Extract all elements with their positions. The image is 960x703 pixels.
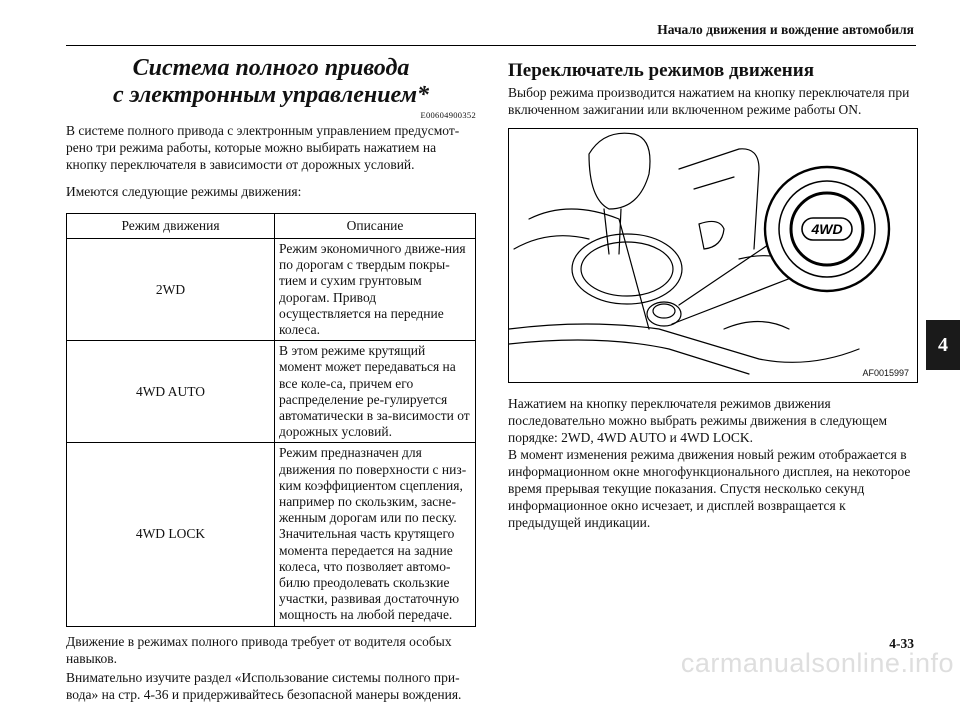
description-cell: В этом режиме крутящий момент может передаваться на все коле-са, причем его распределение ре-гулируется автоматически в за-висимости от дорожных условий. (275, 341, 476, 443)
mode-cell: 2WD (67, 239, 275, 341)
column-header-mode: Режим движения (67, 214, 275, 239)
modes-table (66, 213, 476, 627)
note-paragraph-1: Движение в режимах полного привода требует от водителя особых навыков. (66, 633, 452, 666)
body-paragraph-1: Нажатием на кнопку переключателя режимов движения последовательно можно выбрать режимы движения в следующем порядке: 2WD, 4WD AUTO и 4WD LOCK. (508, 396, 888, 445)
table-header-row (67, 214, 476, 239)
note-paragraph-2: Внимательно изучите раздел «Использование системы полного при-вода» на стр. 4-36 и придерживайтесь безопасной манеры вождения. (66, 669, 462, 702)
column-header-description: Описание (275, 214, 476, 239)
switch-intro: Выбор режима производится нажатием на кнопку переключателя при включенном зажигании или включенном режиме работы ON. (508, 85, 910, 117)
mode-cell: 4WD AUTO (67, 341, 275, 443)
table-row (67, 239, 476, 341)
right-column (508, 60, 916, 531)
button-label: 4WD (811, 221, 843, 237)
header-rule (66, 45, 916, 46)
switch-figure (508, 128, 918, 383)
page-number: 4-33 (889, 636, 914, 651)
modes-intro: Имеются следующие режимы движения: (66, 184, 302, 199)
running-head: Начало движения и вождение автомобиля (657, 22, 914, 37)
body-paragraph-2: В момент изменения режима движения новый режим отображается в информационном окне многофункционального дисплея, на некоторое время прерывая текущие показания. Спустя несколько секунд информационное окно исчезает, и дисплей возвращается к предыдущей индикации. (508, 447, 911, 530)
section-title-line2: с электронным управлением* (112, 82, 430, 108)
table-row (67, 341, 476, 443)
figure-code: AF0015997 (862, 368, 909, 378)
mode-cell: 4WD LOCK (67, 443, 275, 626)
switch-heading: Переключатель режимов движения (508, 60, 814, 81)
description-cell: Режим предназначен для движения по поверхности с низ-ким коэффициентом сцепления, например по скользким, засне-женным дорогам или по песку. Значительная часть крутящего момента передается на задние колеса, что позволяет автомо-билю преодолевать скользкие участки, развивая достаточную мощность на любой передаче. (275, 443, 476, 626)
section-code: E00604900352 (420, 110, 476, 120)
watermark: carmanualsonline.info (680, 648, 954, 678)
description-cell: Режим экономичного движе-ния по дорогам с твердым покры-тием и сухим грунтовым дорогам. Привод осуществляется на передние колеса. (275, 239, 476, 341)
chapter-tab: 4 (926, 320, 960, 370)
section-title-line1: Система полного привода (132, 55, 410, 81)
right-body (508, 395, 916, 531)
console-illustration (509, 129, 917, 382)
intro-paragraph: В системе полного привода с электронным управлением предусмот-рено три режима работы, которые можно выбирать нажатием на кнопку переключателя в зависимости от дорожных условий. (66, 123, 460, 172)
table-row (67, 443, 476, 626)
left-column (66, 55, 476, 703)
